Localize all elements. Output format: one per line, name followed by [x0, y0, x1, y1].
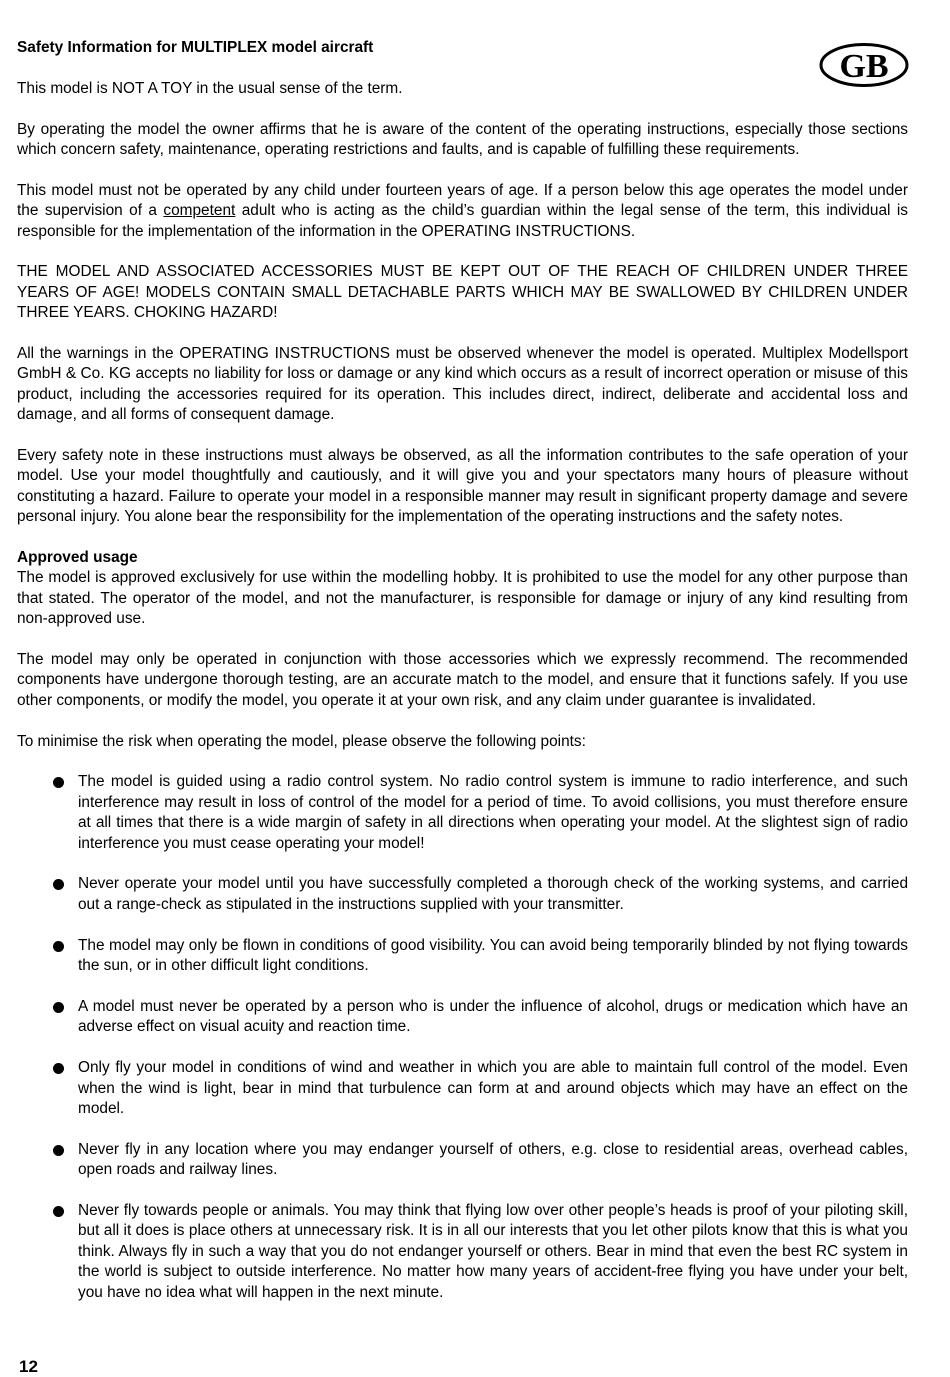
list-item [17, 1201, 908, 1303]
paragraph-age-limit [17, 181, 908, 242]
paragraph-approved-usage: The model is approved exclusively for use within the modelling hobby. It is prohibited to use the model for any other purpose than that stated. The operator of the model, and not the manufacturer, is responsible for damage or injury of any kind resulting from non-approved use. [17, 569, 908, 628]
bullet-icon [53, 941, 64, 952]
paragraph-choking-hazard: THE MODEL AND ASSOCIATED ACCESSORIES MUST BE KEPT OUT OF THE REACH OF CHILDREN UNDER THREE YEARS OF AGE! MODELS CONTAIN SMALL DETACHABLE PARTS WHICH MAY BE SWALLOWED BY CHILDREN UNDER THREE YEARS. CHOKING HAZARD! [17, 263, 908, 322]
list-item [17, 997, 908, 1038]
age-limit-text-end: adult who is acting as the child’s guardian within the legal sense of the term, this individual is responsible for the implementation of the information in the OPERATING INSTRUCTIONS. [17, 202, 908, 240]
list-item [17, 1140, 908, 1181]
bullet-text: Never fly towards people or animals. You may think that flying low over other people’s heads is proof of your piloting skill, but all it does is place others at unnecessary risk. It is in all our interests that you let other pilots know that this is what you think. Always fly in such a way that you do not endanger yourself or others. Bear in mind that even the best RC system in the world is subject to outside interference. No matter how many years of accident-free flying you have under your belt, you have no idea what will happen in the next minute. [78, 1201, 908, 1301]
document-page [17, 38, 908, 1323]
bullet-icon [53, 777, 64, 788]
bullet-text: Never fly in any location where you may endanger yourself of others, e.g. close to residential areas, overhead cables, open roads and railway lines. [78, 1140, 908, 1179]
bullet-text: Only fly your model in conditions of wind and weather in which you are able to maintain full control of the model. Even when the wind is light, bear in mind that turbulence can form at and around objects which may have an effect on the model. [78, 1059, 908, 1117]
bullet-text: A model must never be operated by a person who is under the influence of alcohol, drugs or medication which have an adverse effect on visual acuity and reaction time. [78, 997, 908, 1036]
bullet-icon [53, 1063, 64, 1074]
paragraph-liability: All the warnings in the OPERATING INSTRUCTIONS must be observed whenever the model is operated. Multiplex Modellsport GmbH & Co. KG accepts no liability for loss or damage or any kind which occurs as a result of incorrect operation or misuse of this product, including the accessories required for its operation. This includes direct, indirect, deliberate and accidental loss and damage, and all forms of consequent damage. [17, 345, 908, 424]
bullet-text: The model may only be flown in conditions of good visibility. You can avoid being temporarily blinded by not flying towards the sun, or in other difficult light conditions. [78, 936, 908, 975]
paragraph-safety-notes: Every safety note in these instructions must always be observed, as all the information contributes to the safe operation of your model. Use your model thoughtfully and cautiously, and it will give you and your spectators many hours of pleasure without constituting a hazard. Failure to operate your model in a responsible manner may result in significant property damage and severe personal injury. You alone bear the responsibility for the implementation of the operating instructions and the safety notes. [17, 447, 908, 526]
bullet-icon [53, 879, 64, 890]
list-item [17, 1058, 908, 1119]
bullet-icon [53, 1002, 64, 1013]
safety-bullet-list [17, 772, 908, 1302]
list-item [17, 936, 908, 977]
underlined-competent: competent [163, 202, 236, 220]
list-item [17, 874, 908, 915]
page-number: 12 [19, 1357, 38, 1376]
approved-usage-heading: Approved usage [17, 549, 138, 567]
bullet-icon [53, 1206, 64, 1217]
page-title: Safety Information for MULTIPLEX model aircraft [17, 39, 374, 56]
gb-badge-text: GB [839, 48, 889, 85]
bullet-icon [53, 1145, 64, 1156]
paragraph-not-a-toy: This model is NOT A TOY in the usual sense of the term. [17, 79, 403, 97]
list-item [17, 772, 908, 854]
paragraph-minimise-risk: To minimise the risk when operating the model, please observe the following points: [17, 732, 586, 750]
paragraph-owner-affirms: By operating the model the owner affirms that he is aware of the content of the operating instructions, especially those sections which concern safety, maintenance, operating restrictions and faults, and is capable of fulfilling these requirements. [17, 120, 908, 158]
bullet-text: Never operate your model until you have successfully completed a thorough check of the working systems, and carried out a range-check as stipulated in the instructions supplied with your transmitter. [78, 875, 908, 913]
age-limit-text-start: This model must not be operated by any child under fourteen years of age. If a person below this age operates the model under the supervision of a [17, 181, 908, 220]
paragraph-accessories: The model may only be operated in conjunction with those accessories which we expressly recommend. The recommended components have undergone thorough testing, are an accurate match to the model, and ensure that it functions safely. If you use other components, or modify the model, you operate it at your own risk, and any claim under guarantee is invalidated. [17, 651, 908, 709]
bullet-text: The model is guided using a radio control system. No radio control system is immune to radio interference, and such interference may result in loss of control of the model for a period of time. To avoid collisions, you must therefore ensure at all times that there is a wide margin of safety in all directions when operating your model. At the slightest sign of radio interference you must cease operating your model! [78, 773, 908, 852]
